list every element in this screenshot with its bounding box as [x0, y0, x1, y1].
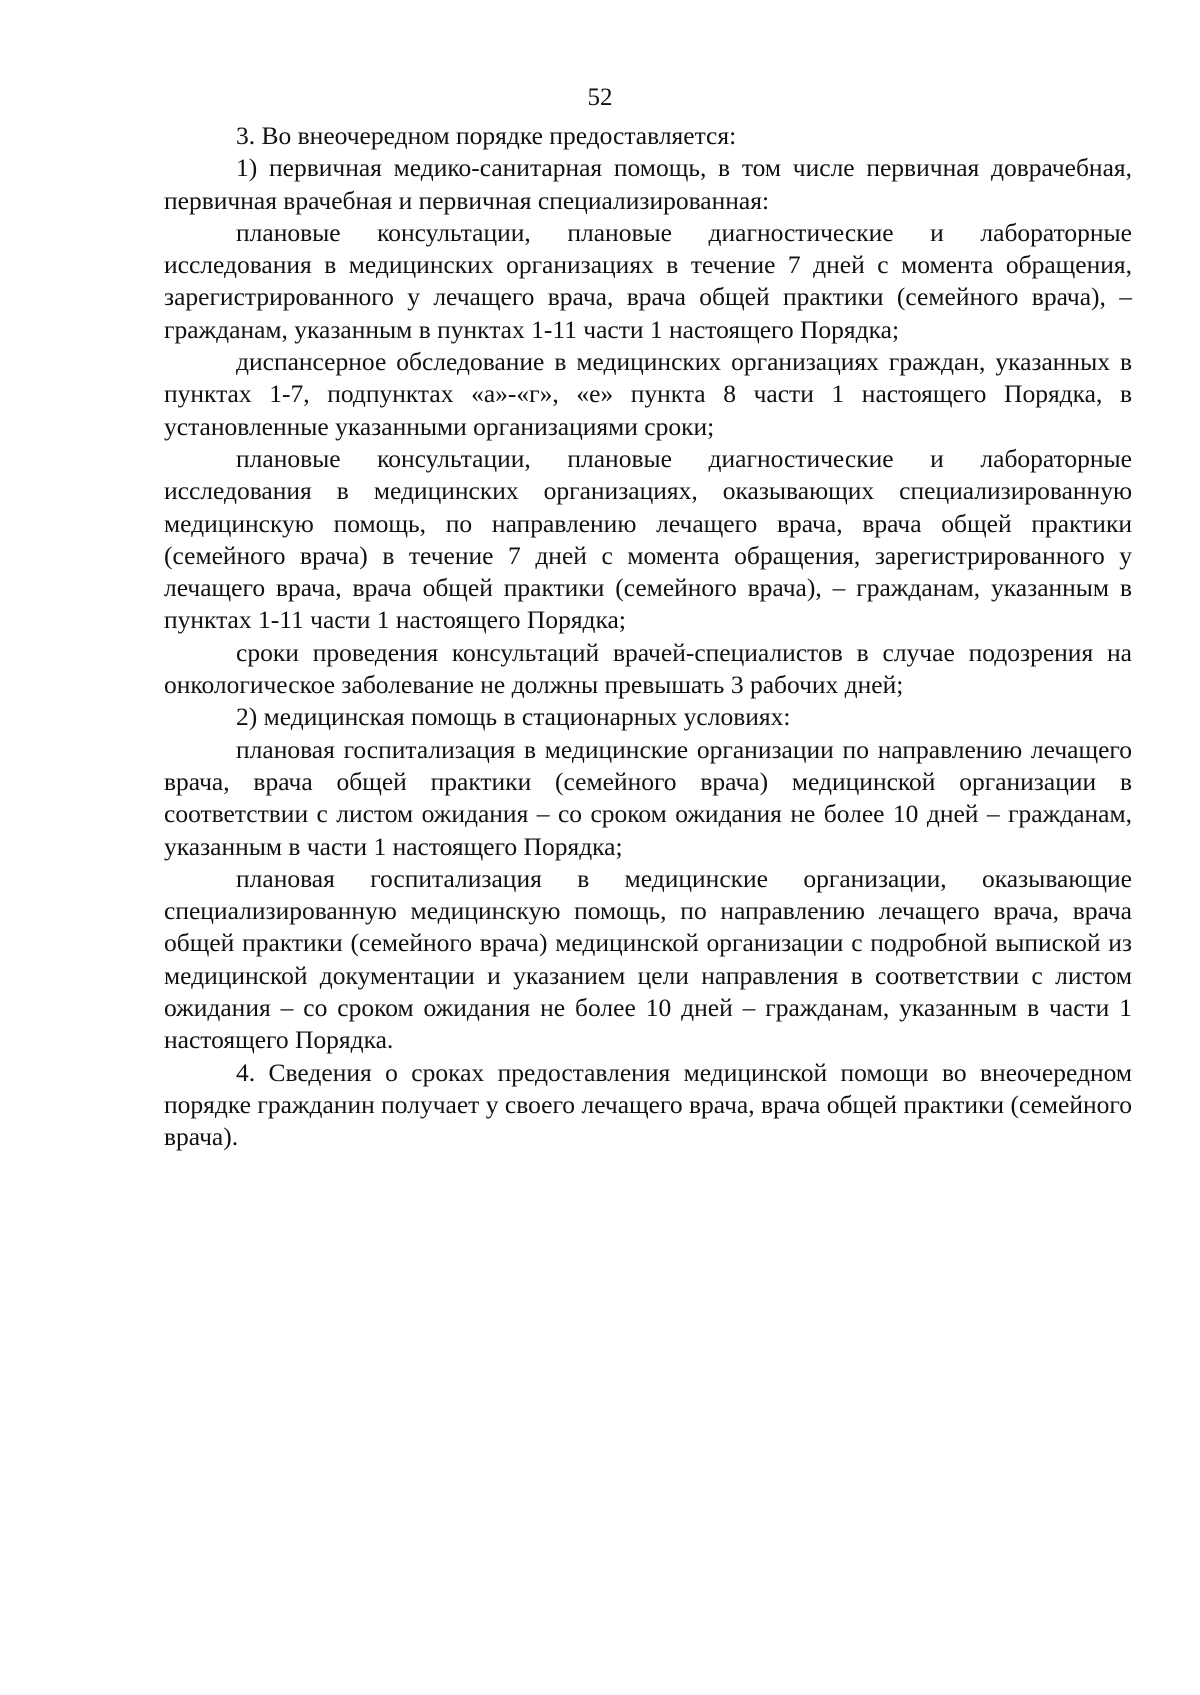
paragraph-planned-hospitalization: плановая госпитализация в медицинские организации по направлению лечащего врача, врача общей практики (семейного врача) медицинской организации в соответствии с листом ожидания – со сроком ожидания не более 10 дней – гражданам, указанным в части 1 настоящего Порядка; [164, 734, 1132, 861]
paragraph-planned-consultations: плановые консультации, плановые диагностические и лабораторные исследования в медицинских организациях в течение 7 дней с момента обращения, зарегистрированного у лечащего врача, врача общей практики (семейного врача), – гражданам, указанным в пунктах 1-11 части 1 настоящего Порядка; [164, 217, 1132, 344]
paragraph-primary-care: 1) первичная медико-санитарная помощь, в том числе первичная доврачебная, первичная врачебная и первичная специализированная: [164, 153, 1132, 215]
paragraph-inpatient-care: 2) медицинская помощь в стационарных условиях: [236, 702, 791, 732]
document-body [164, 120, 1132, 1154]
page-number: 52 [587, 84, 613, 111]
paragraph-specialized-consultations: плановые консультации, плановые диагностические и лабораторные исследования в медицинских организациях, оказывающих специализированную медицинскую помощь, по направлению лечащего врача, врача общей практики (семейного врача) в течение 7 дней с момента обращения, зарегистрированного у лечащего врача, врача общей практики (семейного врача), – гражданам, указанным в пунктах 1-11 части 1 настоящего Порядка; [164, 443, 1132, 635]
paragraph-item-3-heading: 3. Во внеочередном порядке предоставляется: [236, 121, 737, 150]
paragraph-oncology-deadlines: сроки проведения консультаций врачей-специалистов в случае подозрения на онкологическое заболевание не должны превышать 3 рабочих дней; [164, 637, 1132, 700]
paragraph-dispensary-examination: диспансерное обследование в медицинских организациях граждан, указанных в пунктах 1-7, подпунктах «а»-«г», «е» пункта 8 части 1 настоящего Порядка, в установленные указанными организациями сроки; [164, 347, 1132, 441]
paragraph-item-4-information: 4. Сведения о сроках предоставления медицинской помощи во внеочередном порядке гражданин получает у своего лечащего врача, врача общей практики (семейного врача). [164, 1057, 1132, 1152]
paragraph-specialized-hospitalization: плановая госпитализация в медицинские организации, оказывающие специализированную медицинскую помощь, по направлению лечащего врача, врача общей практики (семейного врача) медицинской организации с подробной выпиской из медицинской документации и указанием цели направления в соответствии с листом ожидания – со сроком ожидания не более 10 дней – гражданам, указанным в части 1 настоящего Порядка. [164, 863, 1132, 1055]
